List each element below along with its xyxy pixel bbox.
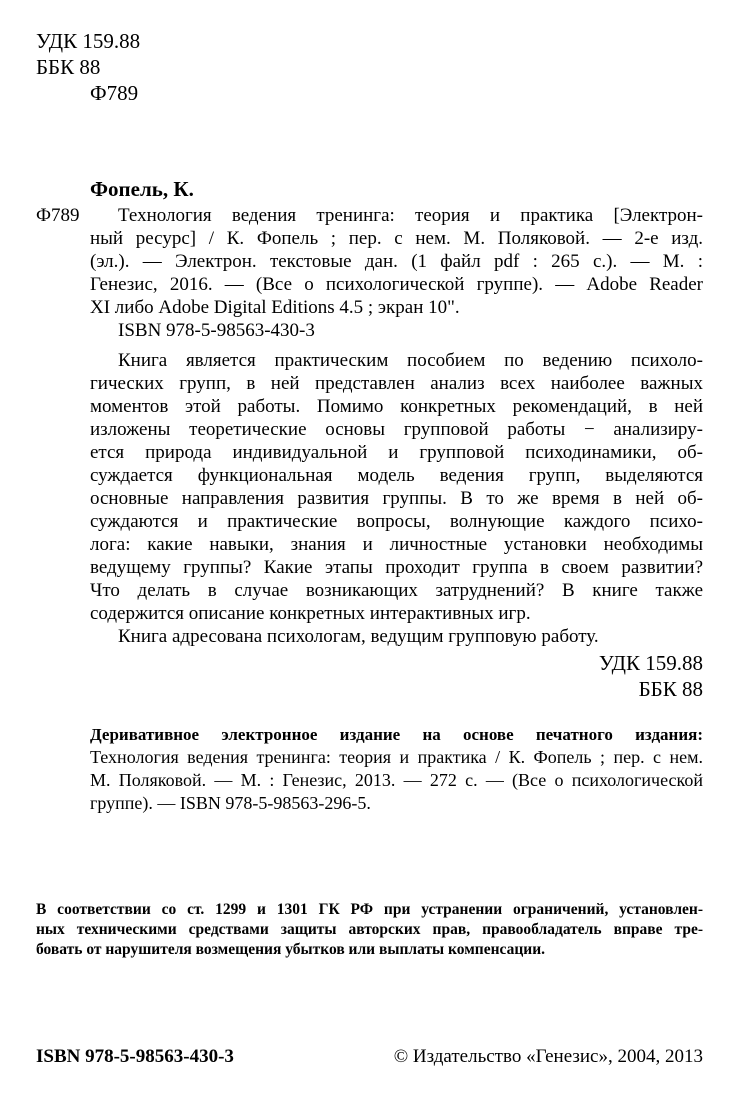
footer-bbk: ББК 88 [638,677,703,701]
annotation-line: моментов этой работы. Помимо конкретных рекомендаций, в ней [90,396,703,417]
record-line: Генезис, 2016. — (Все о психологической группе). — Adobe Reader [90,274,703,295]
bottom-copyright: © Издательство «Генезис», 2004, 2013 [393,1046,703,1067]
record-line: (эл.). — Электрон. текстовые дан. (1 файл pdf : 265 с.). — М. : [90,251,703,272]
footer-udk: УДК 159.88 [598,651,703,675]
annotation-line: Что делать в случае возникающих затруднений? В книге также [90,580,703,601]
annotation-line: ведущему группы? Какие этапы проходит группа в своем развитии? [90,557,703,578]
header-bbk: ББК 88 [36,55,101,79]
derivative-heading: Деривативное электронное издание на основе печатного издания: [90,725,703,744]
annotation-line: лога: какие навыки, знания и личностные установки необходимы [90,534,703,555]
annotation-line: суждаются и практические вопросы, волнующие каждого психо- [90,511,703,532]
annotation-line: ется природа индивидуальной и групповой психодинамики, об- [90,442,703,463]
annotation-line: гических групп, в ней представлен анализ всех наиболее важных [90,373,703,394]
legal-line: ных техническими средствами защиты авторских прав, правообладатель вправе тре- [36,921,703,938]
derivative-line: Технология ведения тренинга: теория и практика / К. Фопель ; пер. с нем. [90,747,703,767]
annotation-line: Книга является практическим пособием по ведению психоло- [118,350,703,371]
record-line: ный ресурс] / К. Фопель ; пер. с нем. М. Поляковой. — 2-е изд. [90,228,703,249]
derivative-line: группе). — ISBN 978-5-98563-296-5. [90,793,371,813]
record-author: Фопель, К. [90,177,194,201]
header-author-mark: Ф789 [90,81,139,105]
annotation-line: суждается функциональная модель ведения групп, выделяются [90,465,703,486]
annotation-line: изложены теоретические основы групповой работы − анализиру- [90,419,703,440]
legal-line: В соответствии со ст. 1299 и 1301 ГК РФ при устранении ограничений, установлен- [36,901,703,918]
annotation-line: основные направления развития группы. В то же время в ней об- [90,488,703,509]
record-isbn: ISBN 978-5-98563-430-3 [118,320,315,341]
record-line: Технология ведения тренинга: теория и практика [Электрон- [118,205,703,226]
annotation-line: содержится описание конкретных интерактивных игр. [90,603,531,624]
derivative-line: М. Поляковой. — М. : Генезис, 2013. — 272 с. — (Все о психологической [90,770,703,790]
annotation-audience: Книга адресована психологам, ведущим групповую работу. [118,626,599,647]
record-author-mark: Ф789 [36,205,80,226]
bottom-isbn: ISBN 978-5-98563-430-3 [36,1046,234,1067]
legal-line: бовать от нарушителя возмещения убытков или выплаты компенсации. [36,941,545,958]
header-udk: УДК 159.88 [36,29,141,53]
record-line: XI либо Adobe Digital Editions 4.5 ; экран 10". [90,297,460,318]
